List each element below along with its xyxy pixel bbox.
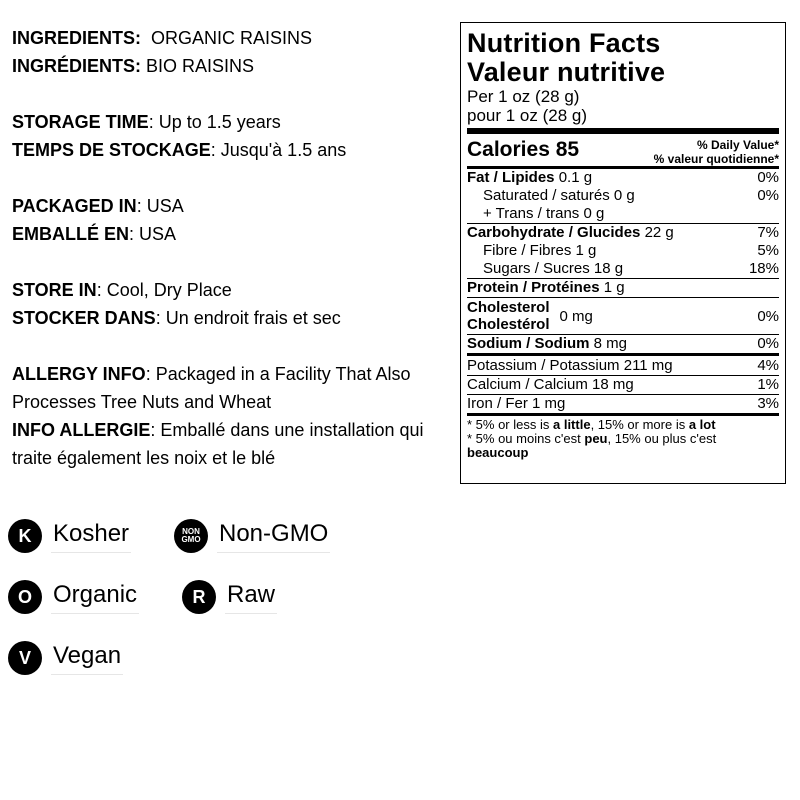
storage-en — [12, 108, 444, 136]
fibre-dv: 5% — [757, 242, 779, 259]
allergy-label: ALLERGY INFO — [12, 364, 146, 384]
protein-label: Protein / Protéines — [467, 279, 600, 296]
fat-row — [467, 169, 779, 187]
cholesterol-label-fr: Cholestérol — [467, 316, 550, 333]
iron-dv: 3% — [757, 395, 779, 412]
carbohydrate-amount: 22 g — [644, 224, 674, 241]
non-gmo-icon-bottom: GMO — [181, 535, 201, 544]
sugars-label: Sugars / Sucres 18 g — [483, 260, 624, 277]
cholesterol-amount: 0 mg — [559, 307, 593, 325]
saturated-row — [467, 187, 779, 205]
ingredients-fr — [12, 52, 444, 80]
ingredients-en — [12, 24, 444, 52]
daily-value-fr: % valeur quotidienne* — [653, 152, 779, 166]
serving-size-fr: pour 1 oz (28 g) — [467, 106, 588, 125]
sugars-dv: 18% — [748, 260, 779, 277]
sodium-dv: 0% — [757, 335, 779, 352]
calcium-row — [467, 376, 779, 394]
packaged-en — [12, 192, 444, 220]
saturated-dv: 0% — [757, 187, 779, 204]
iron-row — [467, 395, 779, 413]
vegan-label: Vegan — [51, 642, 123, 675]
fat-dv: 0% — [757, 169, 779, 186]
fibre-label: Fibre / Fibres 1 g — [483, 242, 597, 259]
footnote-fr: * 5% ou moins c'est peu, 15% ou plus c'est beaucoup — [467, 431, 717, 460]
protein-amount: 1 g — [603, 279, 625, 296]
store-label-fr: STOCKER DANS — [12, 308, 156, 328]
organic-label: Organic — [51, 581, 139, 614]
daily-value-header — [654, 138, 779, 166]
storage-fr — [12, 136, 444, 164]
allergy-value: : Packaged in a Facility That Also Processes Tree Nuts and Wheat — [12, 364, 411, 412]
ingredients-label-fr: INGRÉDIENTS: — [12, 56, 142, 76]
non-gmo-icon — [174, 519, 208, 553]
iron-label: Iron / Fer 1 mg — [467, 395, 566, 412]
daily-value-en: % Daily Value* — [696, 138, 779, 152]
non-gmo-icon-top: NON — [182, 527, 200, 536]
storage-value: : Up to 1.5 years — [148, 112, 281, 132]
potassium-label: Potassium / Potassium 211 mg — [467, 357, 673, 374]
ingredients-value: ORGANIC RAISINS — [151, 28, 313, 48]
potassium-row — [467, 356, 779, 375]
saturated-label: Saturated / saturés 0 g — [483, 187, 635, 204]
footnote-en: * 5% or less is a little, 15% or more is a lot — [467, 417, 716, 432]
raw-icon: R — [182, 580, 216, 614]
sodium-row — [467, 335, 779, 353]
badge-kosher — [8, 519, 131, 553]
carbohydrate-row — [467, 224, 779, 242]
badge-raw — [182, 580, 277, 614]
badge-non-gmo — [174, 519, 330, 553]
fat-label: Fat / Lipides — [467, 169, 555, 186]
nutrition-facts-panel — [460, 22, 786, 484]
carbohydrate-label: Carbohydrate / Glucides — [467, 224, 641, 241]
fat-amount: 0.1 g — [558, 169, 593, 186]
allergy-value-fr: : Emballé dans une installation qui traite également les noix et le blé — [12, 420, 424, 468]
packaged-value: : USA — [136, 196, 184, 216]
trans-row — [467, 205, 779, 223]
organic-icon: O — [8, 580, 42, 614]
cholesterol-label — [467, 299, 550, 333]
storage-value-fr: : Jusqu'à 1.5 ans — [210, 140, 347, 160]
allergy-en — [12, 360, 444, 416]
sugars-row — [467, 260, 779, 278]
packaged-label: PACKAGED IN — [12, 196, 137, 216]
potassium-dv: 4% — [757, 357, 779, 374]
allergy-label-fr: INFO ALLERGIE — [12, 420, 151, 440]
carbohydrate-dv: 7% — [757, 224, 779, 241]
trans-label: + Trans / trans 0 g — [483, 205, 605, 222]
calcium-dv: 1% — [757, 376, 779, 393]
cholesterol-label-en: Cholesterol — [467, 299, 550, 316]
ingredients-label: INGREDIENTS: — [12, 28, 142, 48]
store-value: : Cool, Dry Place — [96, 280, 232, 300]
protein-row — [467, 279, 779, 297]
store-value-fr: : Un endroit frais et sec — [155, 308, 341, 328]
store-fr — [12, 304, 444, 332]
sodium-label: Sodium / Sodium — [467, 335, 590, 352]
store-en — [12, 276, 444, 304]
nutrition-title-en: Nutrition Facts — [467, 28, 661, 58]
calcium-label: Calcium / Calcium 18 mg — [467, 376, 634, 393]
raw-label: Raw — [225, 581, 277, 614]
product-info — [12, 24, 444, 472]
packaged-label-fr: EMBALLÉ EN — [12, 224, 129, 244]
badge-organic — [8, 580, 139, 614]
kosher-icon: K — [8, 519, 42, 553]
badge-vegan — [8, 641, 123, 675]
divider — [467, 128, 779, 134]
cholesterol-dv: 0% — [757, 307, 779, 325]
calories: Calories 85 — [467, 138, 580, 161]
fibre-row — [467, 242, 779, 260]
store-label: STORE IN — [12, 280, 97, 300]
calories-row — [467, 136, 779, 166]
packaged-value-fr: : USA — [129, 224, 177, 244]
storage-label-fr: TEMPS DE STOCKAGE — [12, 140, 211, 160]
kosher-label: Kosher — [51, 520, 131, 553]
vegan-icon: V — [8, 641, 42, 675]
nutrition-title-fr: Valeur nutritive — [467, 57, 666, 87]
serving-size-en: Per 1 oz (28 g) — [467, 87, 580, 106]
storage-label: STORAGE TIME — [12, 112, 149, 132]
allergy-fr — [12, 416, 444, 472]
sodium-amount: 8 mg — [593, 335, 628, 352]
non-gmo-label: Non-GMO — [217, 520, 330, 553]
ingredients-value-fr: BIO RAISINS — [146, 56, 255, 76]
packaged-fr — [12, 220, 444, 248]
cholesterol-row — [467, 298, 779, 334]
